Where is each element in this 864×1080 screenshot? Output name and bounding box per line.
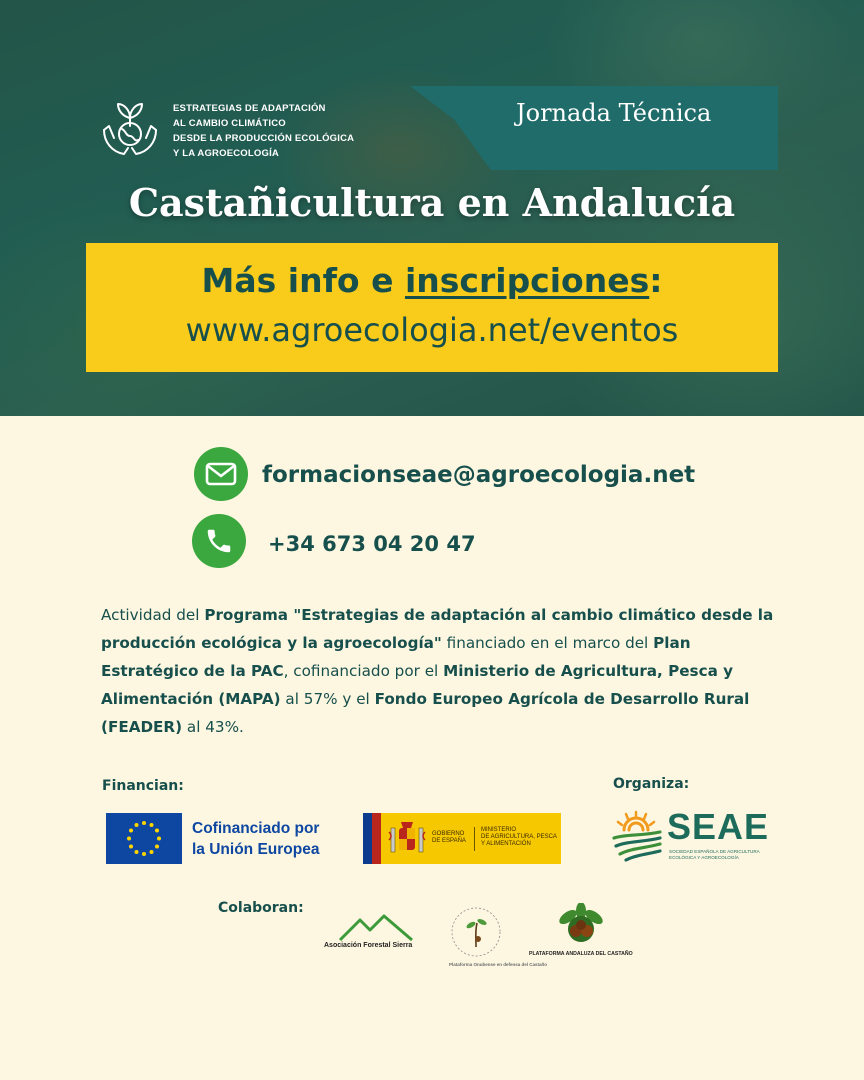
organiza-label: Organiza: bbox=[613, 776, 690, 792]
mountains-logo-icon bbox=[338, 912, 414, 944]
logo-line: AL CAMBIO CLIMÁTICO bbox=[173, 118, 286, 129]
eu-cofinanced-text bbox=[192, 818, 319, 860]
ministerio-text: MINISTERIO DE AGRICULTURA, PESCA Y ALIMENTACIÓN bbox=[481, 827, 557, 847]
desc-ministry-name: Ministerio de Agricultura, Pesca y Alimentación (MAPA) bbox=[101, 662, 734, 708]
desc-text: financiado en el marco del bbox=[441, 634, 654, 652]
email-link[interactable]: formacionseae@agroecologia.net bbox=[262, 462, 696, 488]
collab-plataforma-onubense: Plataforma Onubense en defensa del Castaño bbox=[449, 962, 548, 967]
spain-coat-of-arms-icon bbox=[387, 820, 427, 858]
desc-text: , cofinanciado por el bbox=[283, 662, 444, 680]
eu-line: la Unión Europea bbox=[192, 841, 320, 858]
collab-asociacion-forestal: Asociación Forestal Sierra bbox=[324, 942, 413, 949]
logo-line: DESDE LA PRODUCCIÓN ECOLÓGICA bbox=[173, 133, 355, 144]
desc-program-name: Programa "Estrategias de adaptación al cambio climático desde la producción ecológica y la agroecología" bbox=[101, 606, 774, 652]
plataforma-onubense-logo-icon bbox=[445, 903, 507, 961]
spain-government-logo bbox=[363, 813, 561, 864]
logo-line: ESTRATEGIAS DE ADAPTACIÓN bbox=[173, 103, 326, 114]
collab-plataforma-andaluza: PLATAFORMA ANDALUZA DEL CASTAÑO bbox=[529, 951, 633, 957]
event-type-label: Jornada Técnica bbox=[516, 99, 712, 127]
financian-label: Financian: bbox=[102, 778, 184, 794]
eu-flag-icon bbox=[106, 813, 182, 864]
events-url-link[interactable]: www.agroecologia.net/eventos bbox=[185, 311, 679, 349]
seae-logo-icon bbox=[612, 810, 664, 862]
phone-icon[interactable] bbox=[192, 514, 246, 568]
info-suffix: : bbox=[649, 261, 663, 300]
eu-line: Cofinanciado por bbox=[192, 820, 320, 837]
desc-plan-name: Plan Estratégico de la PAC bbox=[101, 634, 691, 680]
colaboran-label: Colaboran: bbox=[218, 900, 304, 916]
gobierno-text: GOBIERNO DE ESPAÑA bbox=[432, 831, 466, 844]
hero-banner bbox=[0, 0, 864, 416]
program-logo-text bbox=[173, 101, 393, 161]
envelope-icon[interactable] bbox=[194, 447, 248, 501]
inscripciones-link[interactable]: inscripciones bbox=[404, 261, 650, 300]
phone-number[interactable]: +34 673 04 20 47 bbox=[268, 532, 476, 556]
seae-name: SEAE bbox=[667, 806, 770, 847]
chestnut-logo-icon bbox=[556, 903, 606, 949]
desc-fund-name: Fondo Europeo Agrícola de Desarrollo Rural (FEADER) bbox=[101, 690, 750, 736]
desc-text: al 57% y el bbox=[280, 690, 375, 708]
desc-text: al 43%. bbox=[182, 718, 244, 736]
info-box bbox=[86, 243, 778, 372]
info-prefix: Más info e bbox=[201, 261, 405, 300]
desc-text: Actividad del bbox=[101, 606, 205, 624]
info-heading bbox=[86, 261, 778, 300]
hands-earth-logo-icon bbox=[100, 98, 160, 158]
program-description bbox=[101, 601, 781, 741]
seae-subtitle: SOCIEDAD ESPAÑOLA DE AGRICULTURA ECOLÓGICA Y AGROECOLOGÍA bbox=[669, 849, 760, 860]
flag-strip bbox=[363, 813, 372, 864]
logo-line: Y LA AGROECOLOGÍA bbox=[173, 148, 279, 159]
divider bbox=[474, 827, 475, 851]
page-title: Castañicultura en Andalucía bbox=[128, 180, 736, 225]
